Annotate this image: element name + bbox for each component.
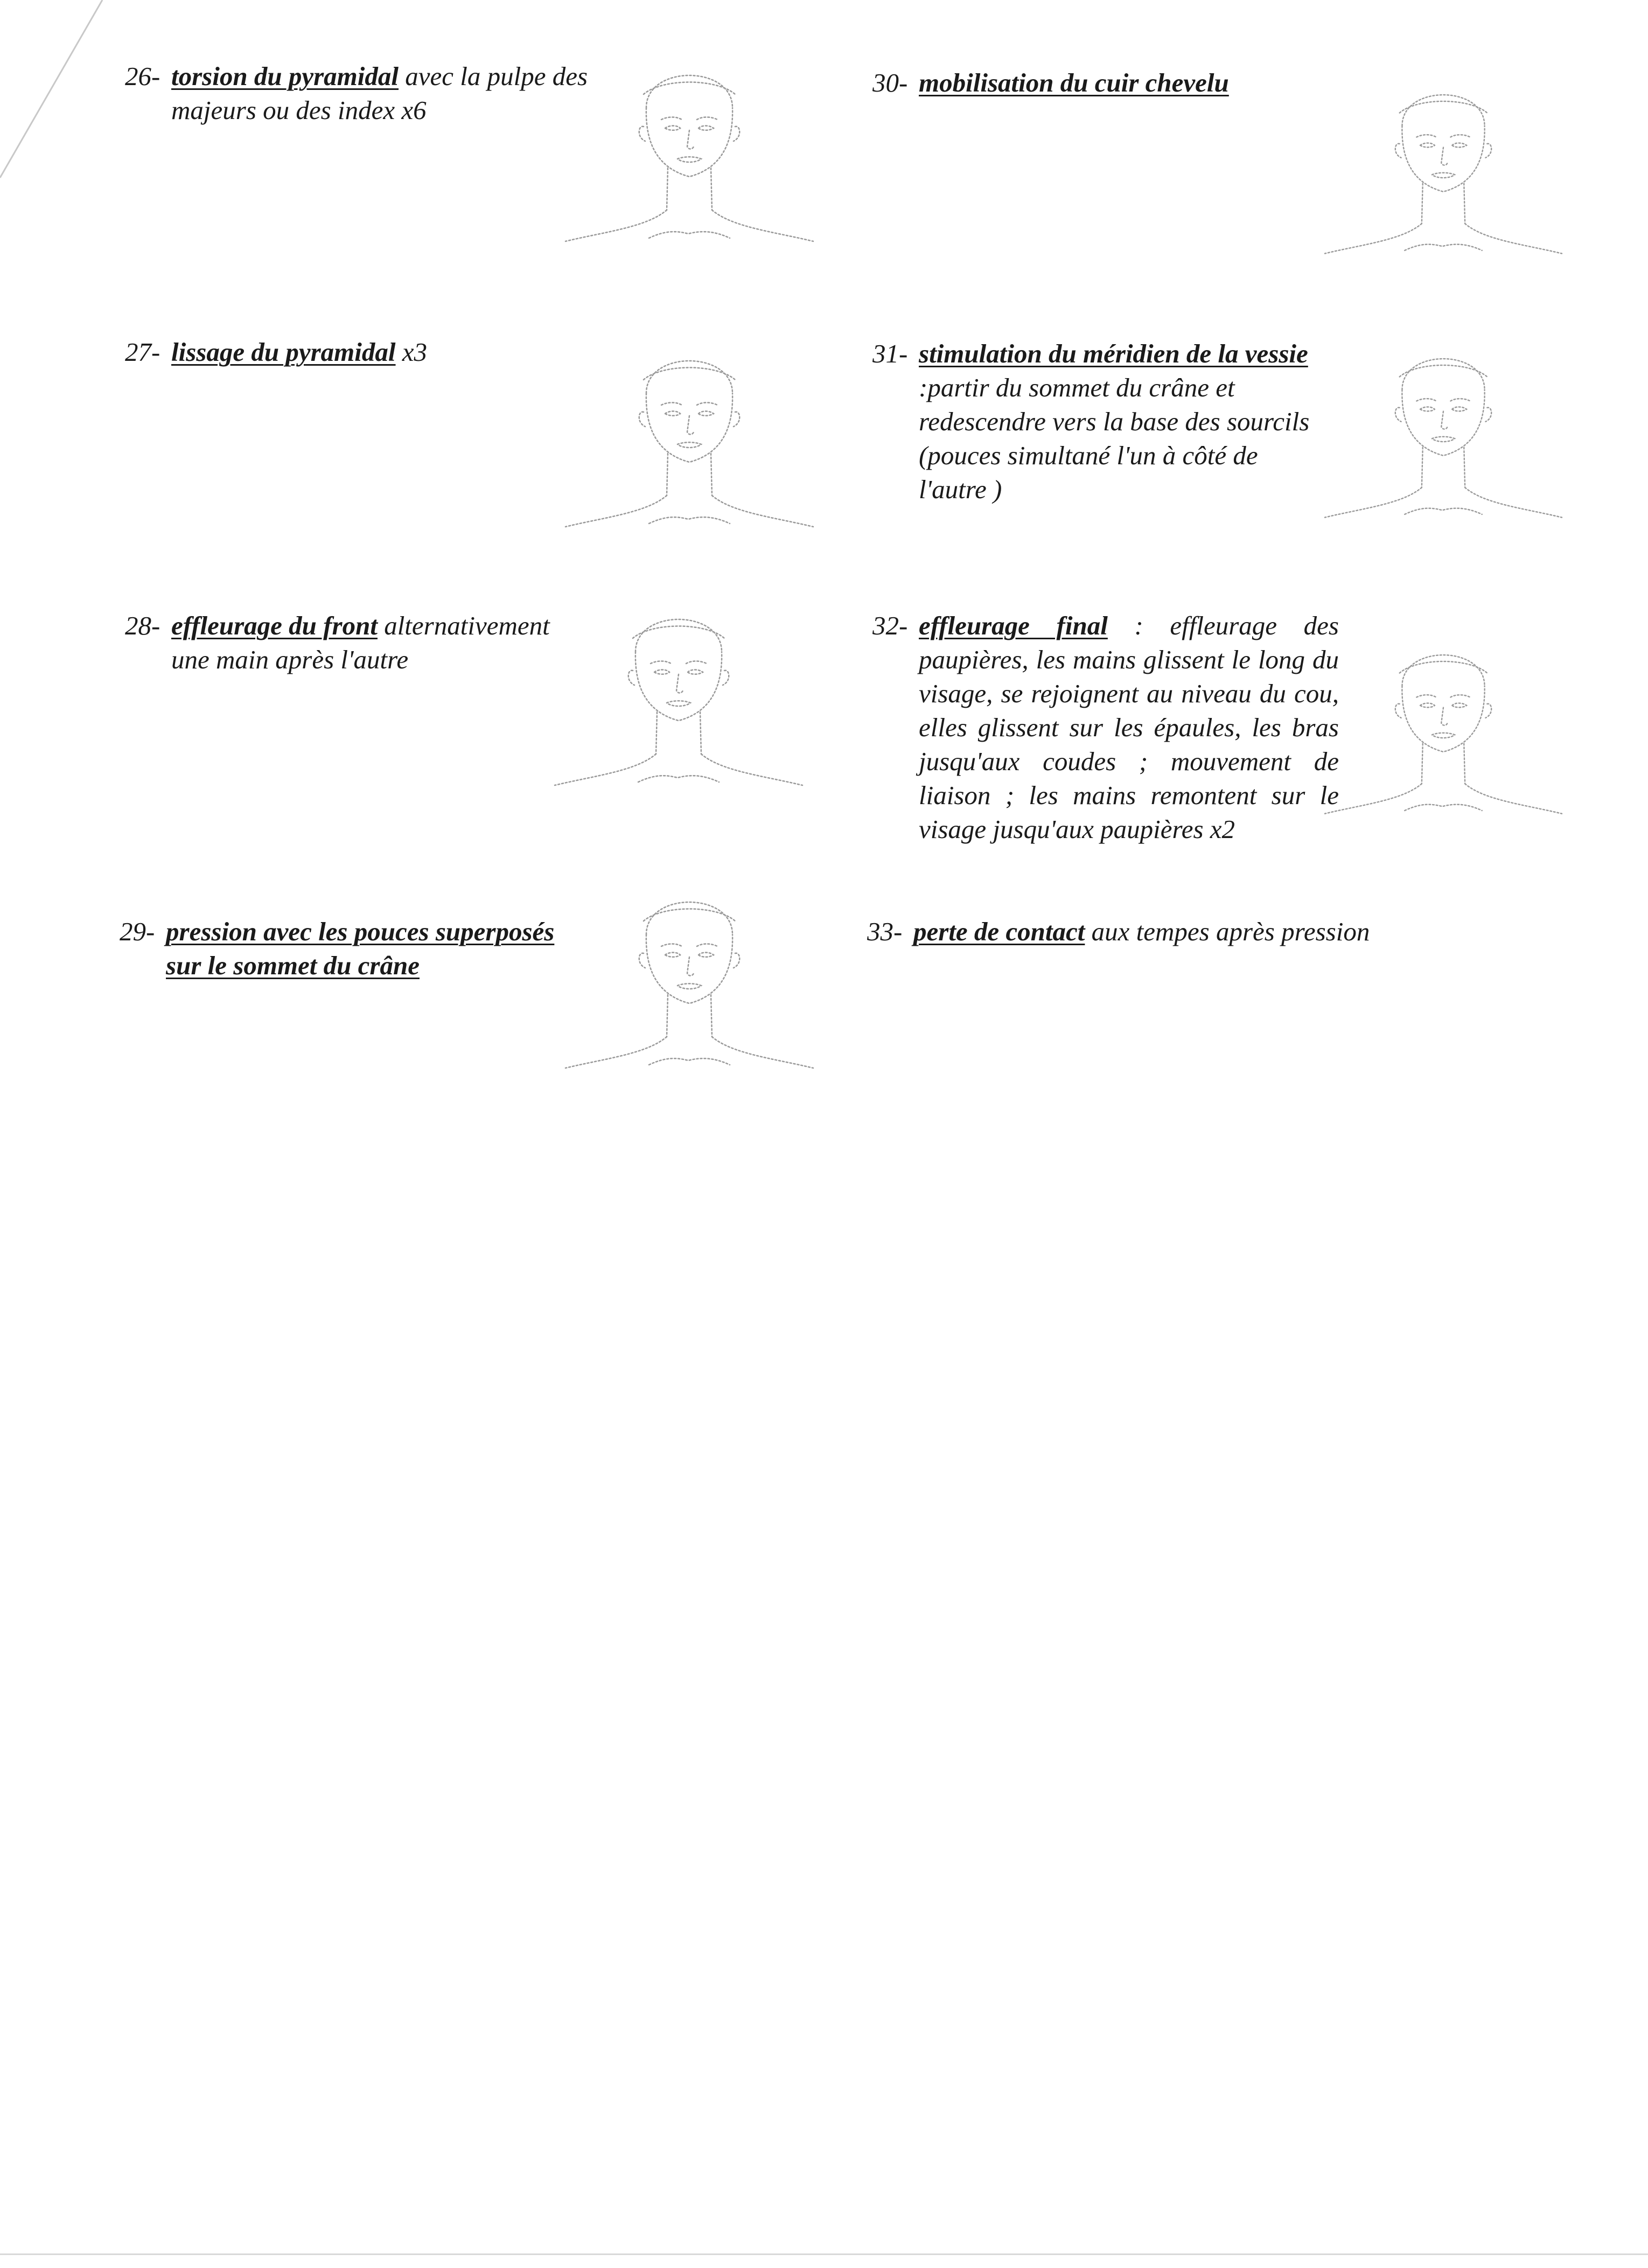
step-27 <box>125 335 613 369</box>
step-title: pression avec les pouces superposés sur le sommet du crâne <box>166 917 555 980</box>
step-description: : effleurage des paupières, les mains glissent le long du visage, se rejoignent au niveau du cou, elles glissent sur les épaules, les bras jusqu'aux coudes ; mouvement de liaison ; les mains remontent sur le visage jusqu'aux paupières x2 <box>919 611 1339 844</box>
step-33 <box>867 915 1560 948</box>
step-description: aux tempes après pression <box>1085 917 1370 946</box>
step-number: 27- <box>125 337 160 367</box>
step-29 <box>120 915 575 982</box>
step-title: perte de contact <box>913 917 1085 946</box>
step-number: 33- <box>867 917 903 946</box>
step-number: 28- <box>125 611 160 640</box>
step-number: 26- <box>125 61 160 91</box>
face-sketch-icon <box>1314 312 1573 549</box>
face-sketch-icon <box>544 571 813 819</box>
step-26 <box>125 59 613 127</box>
step-title: torsion du pyramidal <box>171 61 399 91</box>
step-31 <box>872 337 1317 506</box>
face-sketch-icon <box>1314 48 1573 285</box>
step-title: stimulation du méridien de la vessie <box>919 339 1308 368</box>
step-number: 31- <box>872 339 908 368</box>
step-description: alternativement une main après l'autre <box>171 611 550 674</box>
step-title: lissage du pyramidal <box>171 337 396 367</box>
step-number: 29- <box>120 917 155 946</box>
step-title: effleurage final <box>919 611 1108 640</box>
face-sketch-icon <box>555 312 824 560</box>
step-28 <box>125 609 570 676</box>
face-sketch-icon <box>555 854 824 1101</box>
face-sketch-icon <box>555 27 824 275</box>
step-title: mobilisation du cuir chevelu <box>919 68 1229 97</box>
step-description: x3 <box>395 337 428 367</box>
step-32 <box>872 609 1339 846</box>
page-bottom-edge <box>0 2253 1648 2255</box>
step-description: avec la pulpe des majeurs ou des index x6 <box>171 61 588 125</box>
page-corner-fold <box>0 0 108 183</box>
step-number: 30- <box>872 68 908 97</box>
step-description: :partir du sommet du crâne et redescendre vers la base des sourcils (pouces simultané l'un à côté de l'autre ) <box>919 373 1310 504</box>
step-number: 32- <box>872 611 908 640</box>
step-title: effleurage du front <box>171 611 378 640</box>
face-sketch-icon <box>1314 609 1573 846</box>
